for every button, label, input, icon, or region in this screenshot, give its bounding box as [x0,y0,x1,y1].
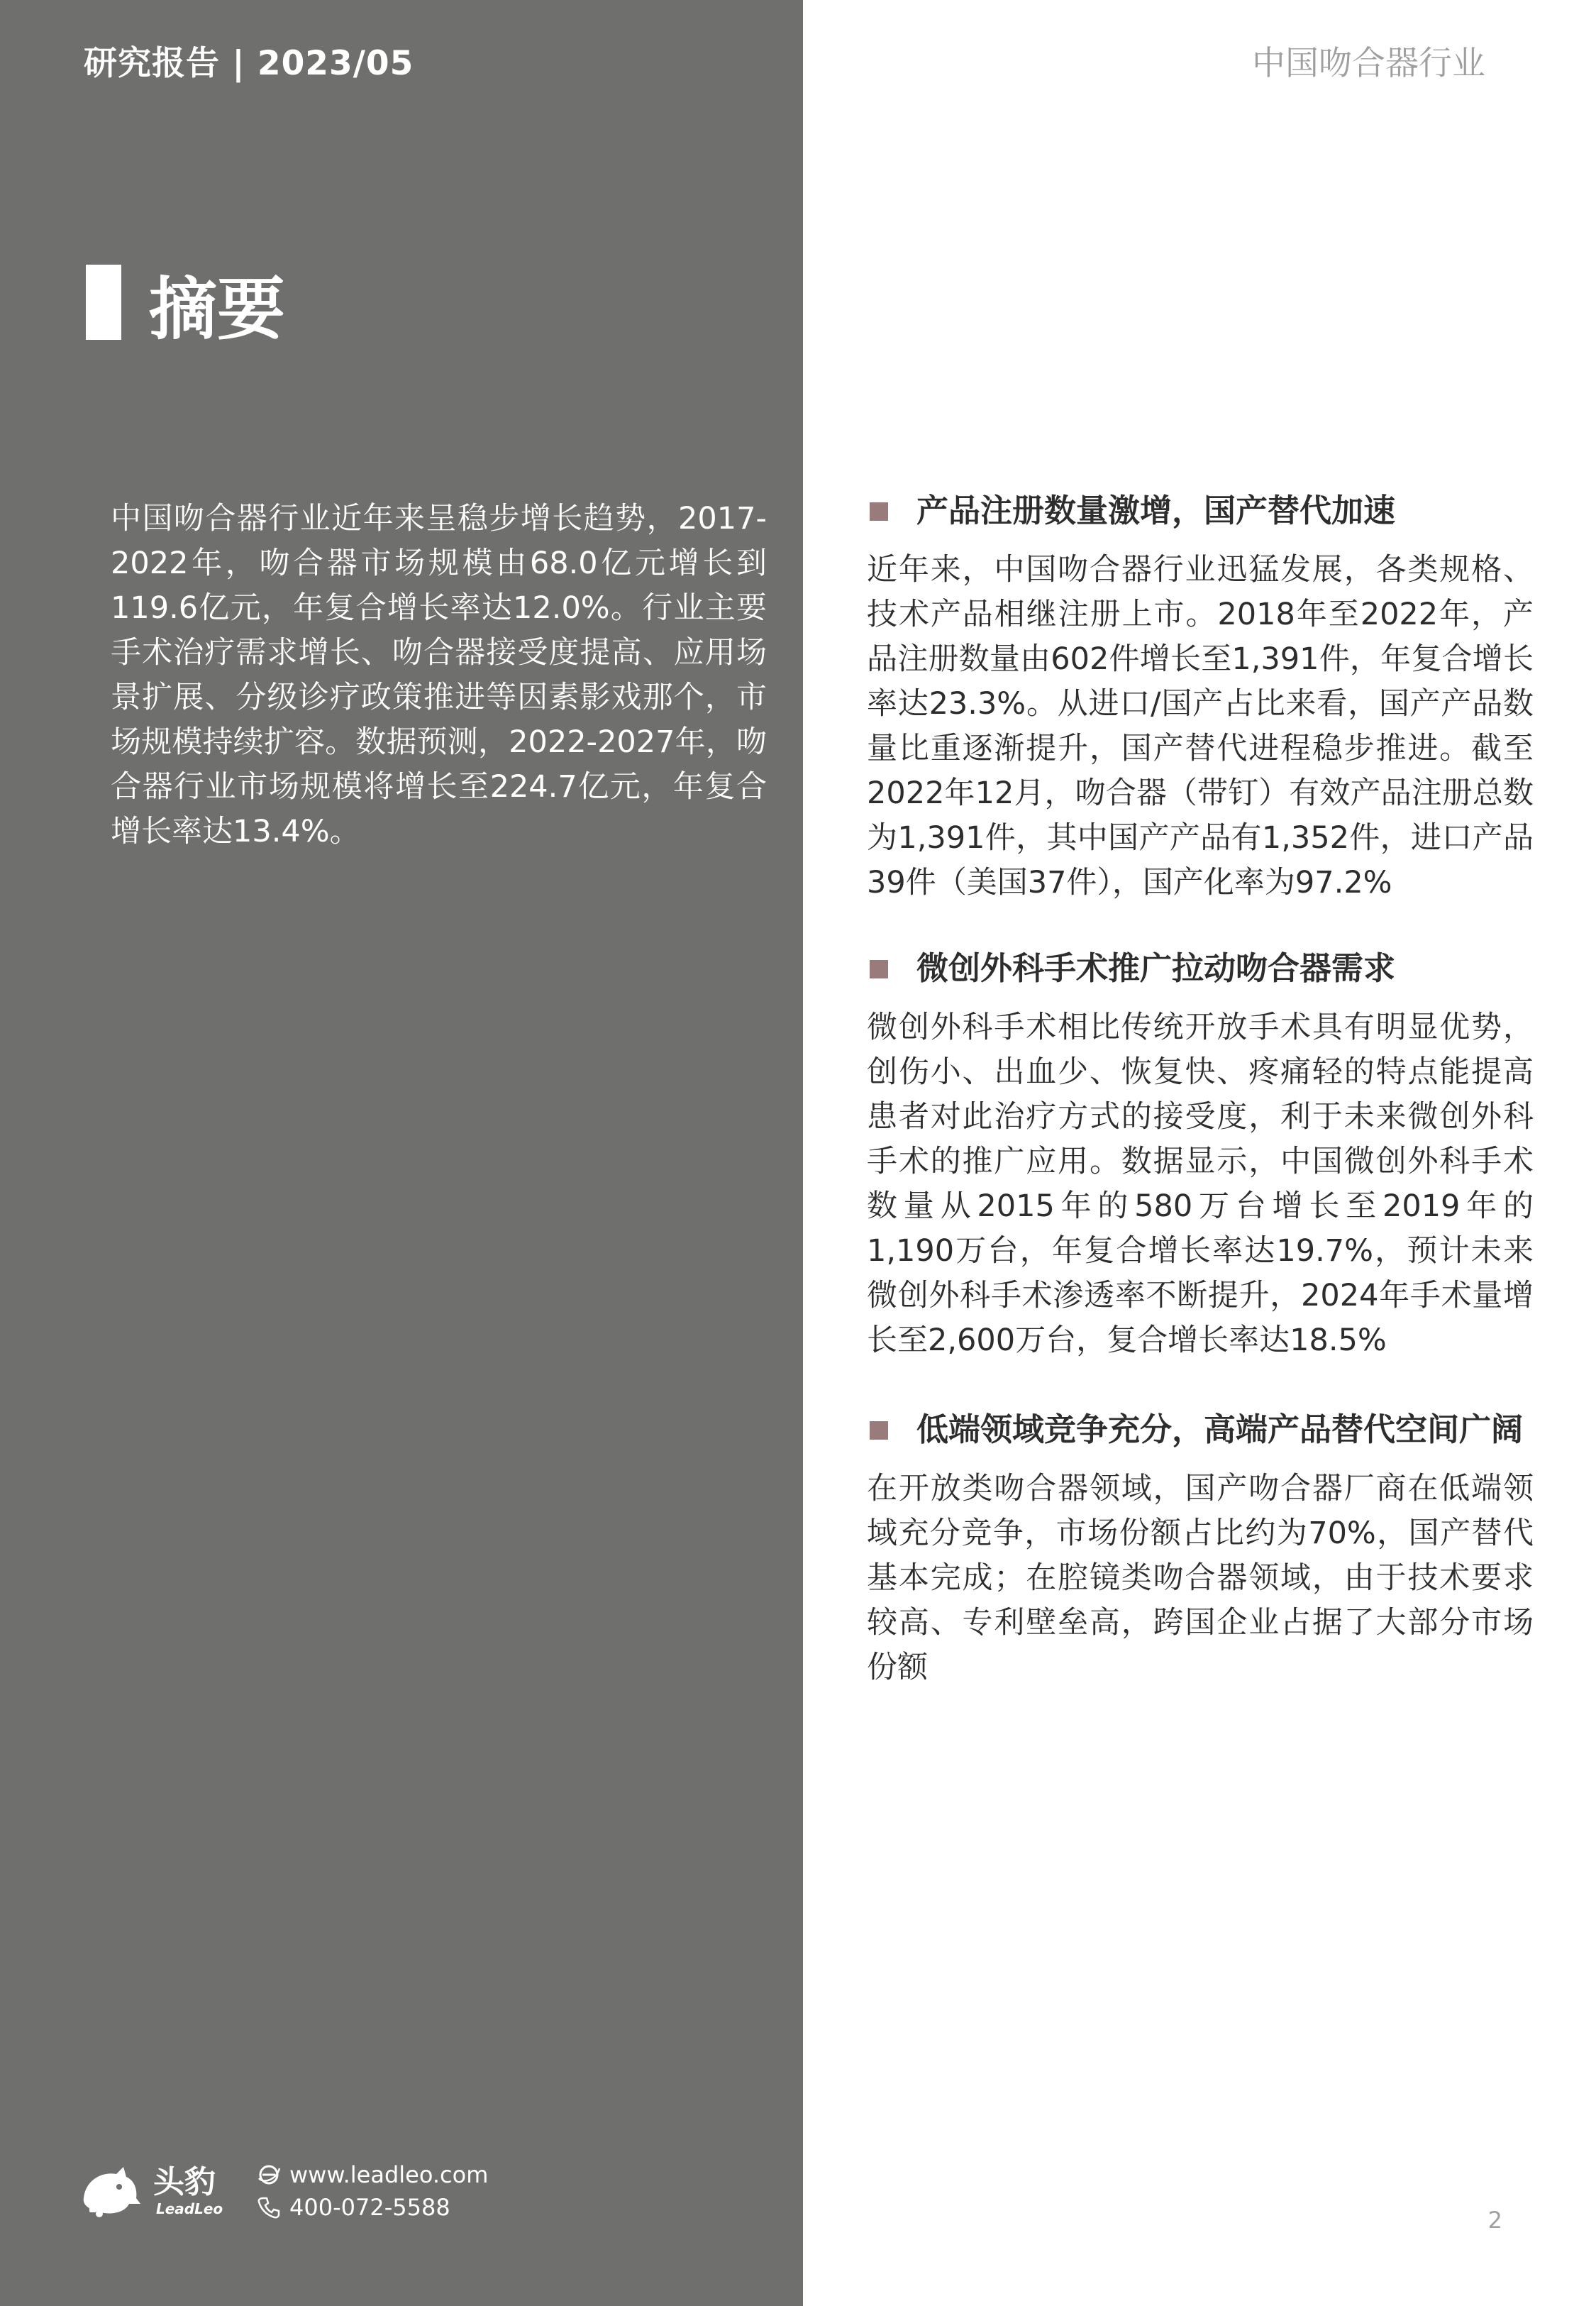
section-heading-text: 微创外科手术推广拉动吻合器需求 [916,949,1396,987]
summary-paragraph: 中国吻合器行业近年来呈稳步增长趋势，2017-2022年，吻合器市场规模由68.0亿元增长到119.6亿元，年复合增长率达12.0%。行业主要手术治疗需求增长、吻合器接受度提高、应用场景扩展、分级诊疗政策推进等因素影戏那个，市场规模持续扩容。数据预测，2022-2027年，吻合器行业市场规模将增长至224.7亿元，年复合增长率达13.4%。 [111,501,767,849]
section-minimally-invasive [867,947,1534,1363]
globe-e-icon [257,2163,281,2187]
section-body: 近年来，中国吻合器行业迅猛发展，各类规格、技术产品相继注册上市。2018年至2022年，产品注册数量由602件增长至1,391件，年复合增长率达23.3%。从进口/国产占比来看，国产产品数量比重逐渐提升，国产替代进程稳步推进。截至2022年12月，吻合器（带钉）有效产品注册总数为1,391件，其中国产产品有1,352件，进口产品39件（美国37件），国产化率为97.2% [867,552,1534,900]
leadleo-logo [79,2157,243,2221]
website-row[interactable] [257,2158,488,2191]
section-heading [867,947,1534,990]
square-bullet-icon [870,960,888,978]
page-number: 2 [1487,2207,1502,2234]
section-market-competition [867,1408,1534,1690]
footer-contact [257,2158,488,2224]
section-heading [867,1408,1534,1451]
section-product-registration [867,490,1534,905]
square-bullet-icon [870,1421,888,1440]
website-link[interactable]: www.leadleo.com [289,2161,489,2188]
phone-row [257,2191,488,2224]
report-label: 研究报告 | 2023/05 [84,44,414,83]
title-accent-bar [86,265,121,340]
section-body: 在开放类吻合器领域，国产吻合器厂商在低端领域充分竞争，市场份额占比约为70%，国产替代基本完成；在腔镜类吻合器领域，由于技术要求较高、专利壁垒高，跨国企业占据了大部分市场份额 [867,1471,1534,1685]
logo-en-text: LeadLeo [156,2200,223,2217]
section-heading-text: 低端领域竞争充分，高端产品替代空间广阔 [916,1411,1524,1448]
phone-number: 400-072-5588 [289,2194,450,2221]
square-bullet-icon [870,502,888,521]
section-heading-text: 产品注册数量激增，国产替代加速 [916,492,1396,529]
section-body: 微创外科手术相比传统开放手术具有明显优势，创伤小、出血少、恢复快、疼痛轻的特点能提高患者对此治疗方式的接受度，利于未来微创外科手术的推广应用。数据显示，中国微创外科手术数量从2015年的580万台增长至2019年的1,190万台，年复合增长率达19.7%，预计未来微创外科手术渗透率不断提升，2024年手术量增长至2,600万台，复合增长率达18.5% [867,1010,1534,1358]
industry-label: 中国吻合器行业 [1252,44,1485,83]
page-title: 摘要 [149,270,285,349]
phone-icon [257,2195,281,2219]
logo-cn-text: 头豹 [153,2164,216,2200]
section-heading [867,490,1534,532]
